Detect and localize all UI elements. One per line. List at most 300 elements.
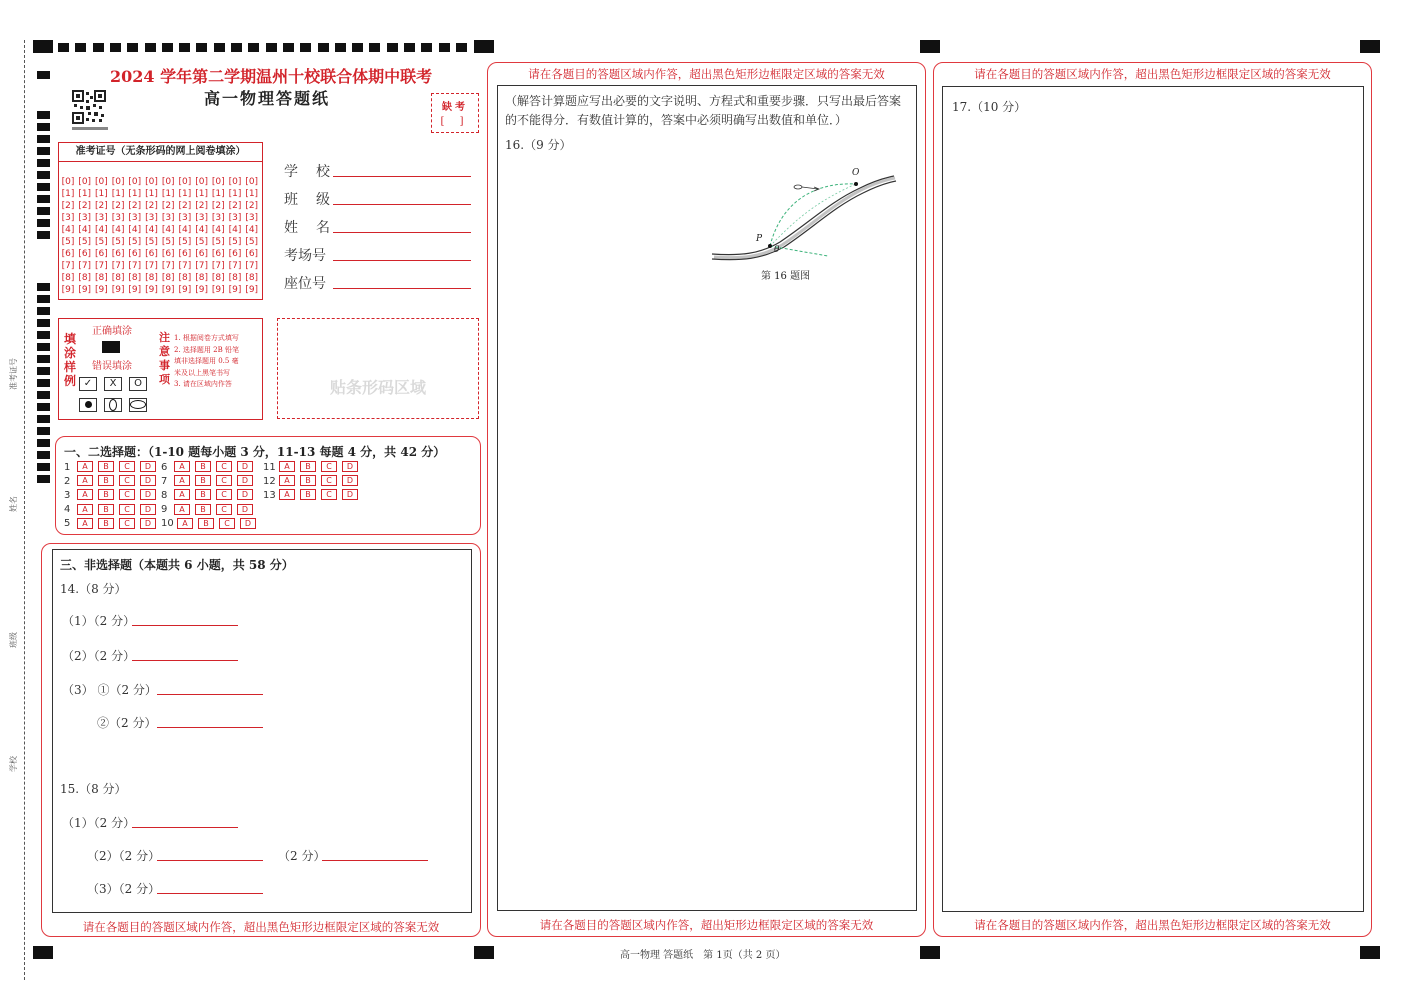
q15-part2-input[interactable] bbox=[157, 860, 263, 861]
timing-mark bbox=[37, 463, 50, 471]
mc-option-bubble[interactable]: D bbox=[237, 461, 253, 472]
notice-bottom-col1: 请在各题目的答题区域内作答，超出黑色矩形边框限定区域的答案无效 bbox=[82, 920, 440, 934]
admission-digit-bubble[interactable]: [9] bbox=[145, 285, 158, 295]
admission-digit-bubble[interactable]: [2] bbox=[245, 201, 259, 211]
admission-digit-bubble[interactable]: [5] bbox=[61, 237, 75, 247]
binding-line bbox=[24, 40, 25, 980]
timing-mark bbox=[37, 343, 50, 351]
admission-digit-column[interactable] bbox=[93, 176, 109, 296]
wrong-mark-x: X bbox=[104, 377, 122, 391]
q14-part1-input[interactable] bbox=[132, 625, 238, 626]
correct-fill-label: 正确填涂 bbox=[92, 326, 132, 337]
admission-digit-bubble[interactable]: [6] bbox=[245, 249, 259, 259]
admission-digit-bubble[interactable]: [5] bbox=[145, 237, 158, 247]
admission-digit-column[interactable] bbox=[177, 176, 193, 296]
admission-digit-bubble[interactable]: [0] bbox=[161, 177, 175, 187]
notes-label: 注意事项 bbox=[159, 331, 170, 386]
mc-question-row bbox=[64, 475, 161, 487]
admission-digit-bubble[interactable]: [8] bbox=[228, 273, 242, 283]
admission-digit-bubble[interactable]: [9] bbox=[111, 285, 125, 295]
timing-mark bbox=[266, 43, 277, 52]
admission-digit-bubble[interactable]: [9] bbox=[178, 285, 192, 295]
timing-mark bbox=[37, 379, 50, 387]
admission-digit-bubble[interactable]: [1] bbox=[128, 189, 142, 199]
mc-option-bubble[interactable]: A bbox=[174, 504, 190, 515]
admission-digit-bubble[interactable]: [9] bbox=[78, 285, 92, 295]
timing-mark bbox=[37, 71, 50, 79]
registration-mark bbox=[474, 946, 494, 959]
admission-digit-column[interactable] bbox=[210, 176, 226, 296]
admission-digit-bubble[interactable]: [3] bbox=[245, 213, 259, 223]
admission-digit-bubble[interactable]: [3] bbox=[61, 213, 75, 223]
admission-digit-bubble[interactable]: [3] bbox=[228, 213, 242, 223]
mc-option-bubble[interactable]: D bbox=[342, 461, 358, 472]
q14-part3a-input[interactable] bbox=[157, 694, 263, 695]
admission-digit-bubble[interactable]: [3] bbox=[178, 213, 192, 223]
section3-title: 三、非选择题（本题共 6 小题，共 58 分） bbox=[60, 558, 294, 572]
fig-label-p: P bbox=[756, 234, 763, 244]
admission-digit-bubble[interactable]: [8] bbox=[128, 273, 142, 283]
mc-question-row bbox=[161, 518, 261, 530]
wrong-mark-circle: O bbox=[129, 377, 147, 391]
timing-mark bbox=[93, 43, 104, 52]
mc-option-bubble[interactable]: A bbox=[174, 489, 190, 500]
admission-digit-bubble[interactable]: [4] bbox=[111, 225, 125, 235]
mc-question-row bbox=[161, 489, 258, 501]
mc-option-bubble[interactable]: C bbox=[216, 489, 232, 500]
timing-mark bbox=[37, 111, 50, 119]
admission-digit-bubble[interactable]: [5] bbox=[245, 237, 259, 247]
timing-mark bbox=[37, 147, 50, 155]
wrong-mark-ellipse-icon bbox=[129, 398, 147, 412]
admission-digit-bubble[interactable]: [3] bbox=[78, 213, 92, 223]
timing-mark bbox=[37, 427, 50, 435]
admission-digit-bubble[interactable]: [0] bbox=[95, 177, 108, 187]
admission-digit-bubble[interactable]: [9] bbox=[161, 285, 175, 295]
timing-mark bbox=[37, 451, 50, 459]
mc-question-number: 5 bbox=[64, 518, 71, 530]
fill-example-side-label: 填涂样例 bbox=[64, 332, 77, 388]
fig-label-theta: θ bbox=[774, 245, 780, 255]
admission-digit-bubble[interactable]: [4] bbox=[145, 225, 158, 235]
admission-digit-bubble[interactable]: [0] bbox=[78, 177, 92, 187]
mc-option-bubble[interactable]: A bbox=[77, 489, 93, 500]
mc-option-bubble[interactable]: D bbox=[342, 475, 358, 486]
mc-option-bubble[interactable]: B bbox=[300, 475, 316, 486]
admission-digit-bubble[interactable]: [1] bbox=[61, 189, 75, 199]
admission-digit-bubble[interactable]: [1] bbox=[95, 189, 108, 199]
mc-option-bubble[interactable]: A bbox=[77, 461, 93, 472]
field-input-school[interactable] bbox=[333, 176, 471, 177]
admission-digit-bubble[interactable]: [8] bbox=[195, 273, 208, 283]
figure-caption: 第 16 题图 bbox=[761, 271, 811, 282]
mc-option-bubble[interactable]: A bbox=[77, 475, 93, 486]
admission-digit-bubble[interactable]: [1] bbox=[245, 189, 259, 199]
mc-option-bubble[interactable]: C bbox=[321, 461, 337, 472]
admission-digit-bubble[interactable]: [7] bbox=[128, 261, 142, 271]
mc-question-row bbox=[263, 489, 363, 501]
admission-digit-bubble[interactable]: [7] bbox=[211, 261, 225, 271]
admission-digit-bubble[interactable]: [5] bbox=[161, 237, 175, 247]
field-label-school: 学 校 bbox=[284, 164, 332, 180]
mc-option-bubble[interactable]: D bbox=[140, 504, 156, 515]
admission-digit-bubble[interactable]: [0] bbox=[245, 177, 259, 187]
q14-title: 14.（8 分） bbox=[60, 582, 127, 596]
admission-digit-bubble[interactable]: [5] bbox=[228, 237, 242, 247]
timing-mark bbox=[37, 475, 50, 483]
admission-digit-bubble[interactable]: [8] bbox=[95, 273, 108, 283]
admission-title: 准考证号（无条形码的网上阅卷填涂） bbox=[59, 143, 262, 162]
mc-option-bubble[interactable]: A bbox=[279, 461, 295, 472]
admission-digit-bubble[interactable]: [4] bbox=[128, 225, 142, 235]
admission-digit-bubble[interactable]: [5] bbox=[195, 237, 208, 247]
mc-question-row bbox=[161, 461, 258, 473]
mc-question-number: 7 bbox=[161, 475, 168, 487]
mc-question-row bbox=[161, 475, 258, 487]
admission-digit-bubble[interactable]: [0] bbox=[111, 177, 125, 187]
mc-question-number: 4 bbox=[64, 504, 71, 516]
admission-digit-bubble[interactable]: [8] bbox=[111, 273, 125, 283]
timing-mark bbox=[37, 207, 50, 215]
correct-fill-mark bbox=[102, 341, 120, 353]
q15-part3-label: （3）（2 分） bbox=[87, 882, 161, 896]
q14-part1-label: （1）（2 分） bbox=[62, 614, 136, 628]
admission-digit-bubble[interactable]: [6] bbox=[78, 249, 92, 259]
registration-mark bbox=[1360, 946, 1380, 959]
admission-digit-bubble[interactable]: [8] bbox=[161, 273, 175, 283]
timing-mark bbox=[37, 439, 50, 447]
admission-digit-bubble[interactable]: [8] bbox=[245, 273, 259, 283]
timing-mark bbox=[37, 355, 50, 363]
admission-digit-bubble[interactable]: [4] bbox=[161, 225, 175, 235]
admission-digit-bubble[interactable]: [4] bbox=[211, 225, 225, 235]
admission-digit-bubble[interactable]: [3] bbox=[95, 213, 108, 223]
page-footer: 高一物理 答题纸 第 1页（共 2 页） bbox=[620, 950, 786, 961]
mc-option-bubble[interactable]: B bbox=[195, 489, 211, 500]
admission-digit-bubble[interactable]: [6] bbox=[195, 249, 208, 259]
admission-digit-bubble[interactable]: [8] bbox=[145, 273, 158, 283]
mc-question-number: 13 bbox=[263, 489, 276, 501]
admission-digit-bubble[interactable]: [6] bbox=[211, 249, 225, 259]
admission-digit-bubble[interactable]: [6] bbox=[128, 249, 142, 259]
field-input-room[interactable] bbox=[333, 260, 471, 261]
admission-digit-bubble[interactable]: [1] bbox=[161, 189, 175, 199]
notice-top-col2: 请在各题目的答题区域内作答，超出黑色矩形边框限定区域的答案无效 bbox=[528, 67, 885, 81]
timing-mark bbox=[404, 43, 415, 52]
wrong-mark-check: ✓ bbox=[79, 377, 97, 391]
timing-mark bbox=[335, 43, 346, 52]
col2-intro: （解答计算题应写出必要的文字说明、方程式和重要步骤．只写出最后答案的不能得分．有数值计算的，答案中必须明确写出数值和单位．） bbox=[505, 94, 902, 127]
admission-digit-bubble[interactable]: [4] bbox=[61, 225, 75, 235]
side-label-admission: 准考证号 bbox=[9, 358, 18, 390]
mc-option-bubble[interactable]: D bbox=[140, 461, 156, 472]
admission-digit-bubble[interactable]: [2] bbox=[178, 201, 192, 211]
timing-mark bbox=[37, 283, 50, 291]
timing-mark bbox=[37, 307, 50, 315]
field-input-class[interactable] bbox=[333, 204, 471, 205]
admission-digit-bubble[interactable]: [6] bbox=[228, 249, 242, 259]
timing-mark bbox=[318, 43, 329, 52]
mc-option-bubble[interactable]: D bbox=[240, 518, 256, 529]
mc-option-bubble[interactable]: B bbox=[98, 461, 114, 472]
q17-title: 17.（10 分） bbox=[952, 100, 1027, 114]
admission-digit-bubble[interactable]: [2] bbox=[145, 201, 158, 211]
admission-digit-bubble[interactable]: [3] bbox=[195, 213, 208, 223]
mc-option-bubble[interactable]: D bbox=[237, 489, 253, 500]
admission-digit-bubble[interactable]: [9] bbox=[245, 285, 259, 295]
admission-digit-bubble[interactable]: [1] bbox=[78, 189, 92, 199]
mc-option-bubble[interactable]: D bbox=[140, 518, 156, 529]
admission-digit-bubble[interactable]: [3] bbox=[111, 213, 125, 223]
absent-box[interactable] bbox=[431, 93, 479, 133]
field-input-seat[interactable] bbox=[333, 288, 471, 289]
timing-mark bbox=[37, 403, 50, 411]
mc-option-bubble[interactable]: B bbox=[300, 489, 316, 500]
admission-digit-bubble[interactable]: [4] bbox=[78, 225, 92, 235]
mc-option-bubble[interactable]: A bbox=[177, 518, 193, 529]
field-label-name: 姓 名 bbox=[284, 220, 332, 236]
mc-question-row bbox=[263, 461, 363, 473]
admission-digit-column[interactable] bbox=[160, 176, 176, 296]
admission-digit-bubble[interactable]: [4] bbox=[95, 225, 108, 235]
admission-digit-bubble[interactable]: [0] bbox=[128, 177, 142, 187]
admission-digit-bubble[interactable]: [8] bbox=[211, 273, 225, 283]
notes-list bbox=[174, 333, 239, 391]
admission-digit-bubble[interactable]: [7] bbox=[195, 261, 208, 271]
q14-part3a-label: （3） ①（2 分） bbox=[62, 683, 157, 697]
mc-question-row bbox=[64, 518, 161, 530]
admission-digit-column[interactable] bbox=[144, 176, 160, 296]
admission-digit-bubble[interactable]: [7] bbox=[228, 261, 242, 271]
admission-digit-bubble[interactable]: [2] bbox=[61, 201, 75, 211]
mc-option-bubble[interactable]: B bbox=[195, 461, 211, 472]
mc-option-bubble[interactable]: A bbox=[174, 461, 190, 472]
admission-digit-bubble[interactable]: [0] bbox=[211, 177, 225, 187]
mc-option-bubble[interactable]: C bbox=[119, 518, 135, 529]
admission-digit-bubble[interactable]: [9] bbox=[195, 285, 208, 295]
admission-digit-bubble[interactable]: [2] bbox=[95, 201, 108, 211]
admission-digit-bubble[interactable]: [0] bbox=[178, 177, 192, 187]
admission-digit-bubble[interactable]: [2] bbox=[78, 201, 92, 211]
q14-part2-input[interactable] bbox=[132, 660, 238, 661]
admission-digit-bubble[interactable]: [6] bbox=[111, 249, 125, 259]
timing-mark bbox=[37, 319, 50, 327]
timing-mark bbox=[196, 43, 207, 52]
timing-mark bbox=[75, 43, 86, 52]
mc-option-bubble[interactable]: D bbox=[342, 489, 358, 500]
mc-option-bubble[interactable]: C bbox=[219, 518, 235, 529]
q15-part1-input[interactable] bbox=[132, 827, 238, 828]
admission-digit-bubble[interactable]: [7] bbox=[161, 261, 175, 271]
admission-digit-bubble[interactable]: [5] bbox=[211, 237, 225, 247]
mc-question-number: 1 bbox=[64, 461, 71, 473]
timing-mark bbox=[37, 135, 50, 143]
admission-digit-bubble[interactable]: [2] bbox=[128, 201, 142, 211]
mc-option-bubble[interactable]: B bbox=[98, 518, 114, 529]
timing-mark bbox=[37, 183, 50, 191]
admission-digit-bubble[interactable]: [2] bbox=[211, 201, 225, 211]
admission-digit-bubble[interactable]: [4] bbox=[178, 225, 192, 235]
wrong-mark-oval-icon bbox=[104, 398, 122, 412]
timing-mark bbox=[283, 43, 294, 52]
mc-option-bubble[interactable]: C bbox=[321, 475, 337, 486]
timing-mark bbox=[456, 43, 467, 52]
admission-digit-bubble[interactable]: [9] bbox=[128, 285, 142, 295]
admission-digit-bubble[interactable]: [3] bbox=[128, 213, 142, 223]
admission-digit-bubble[interactable]: [0] bbox=[228, 177, 242, 187]
admission-digit-column[interactable] bbox=[127, 176, 143, 296]
admission-digit-column[interactable] bbox=[77, 176, 93, 296]
field-label-room: 考场号 bbox=[284, 248, 326, 264]
mc-option-bubble[interactable]: C bbox=[216, 475, 232, 486]
timing-mark bbox=[162, 43, 173, 52]
mc-question-number: 10 bbox=[161, 518, 174, 530]
admission-digit-bubble[interactable]: [1] bbox=[178, 189, 192, 199]
admission-digit-bubble[interactable]: [7] bbox=[61, 261, 75, 271]
q14-part3b-input[interactable] bbox=[157, 727, 263, 728]
admission-digit-bubble[interactable]: [4] bbox=[195, 225, 208, 235]
admission-digit-bubble[interactable]: [1] bbox=[111, 189, 125, 199]
mc-option-bubble[interactable]: A bbox=[77, 504, 93, 515]
admission-digit-bubble[interactable]: [7] bbox=[95, 261, 108, 271]
timing-mark bbox=[37, 367, 50, 375]
admission-digit-bubble[interactable]: [2] bbox=[161, 201, 175, 211]
field-label-seat: 座位号 bbox=[284, 276, 326, 292]
mc-option-bubble[interactable]: C bbox=[321, 489, 337, 500]
mc-option-bubble[interactable]: D bbox=[140, 475, 156, 486]
fig-label-o: O bbox=[852, 168, 860, 178]
admission-digit-bubble[interactable]: [9] bbox=[211, 285, 225, 295]
timing-mark bbox=[37, 415, 50, 423]
admission-digit-bubble[interactable]: [6] bbox=[145, 249, 158, 259]
admission-digit-bubble[interactable]: [0] bbox=[195, 177, 208, 187]
admission-digit-bubble[interactable]: [7] bbox=[245, 261, 259, 271]
timing-mark bbox=[231, 43, 242, 52]
admission-digit-bubble[interactable]: [3] bbox=[161, 213, 175, 223]
mc-option-bubble[interactable]: C bbox=[119, 475, 135, 486]
admission-digit-bubble[interactable]: [3] bbox=[211, 213, 225, 223]
mc-option-bubble[interactable]: B bbox=[198, 518, 214, 529]
admission-digit-bubble[interactable]: [0] bbox=[145, 177, 158, 187]
mc-option-bubble[interactable]: A bbox=[174, 475, 190, 486]
mc-question-row bbox=[64, 504, 161, 516]
admission-digit-bubble[interactable]: [2] bbox=[228, 201, 242, 211]
admission-digit-bubble[interactable]: [5] bbox=[111, 237, 125, 247]
notice-bottom-col3: 请在各题目的答题区域内作答，超出黑色矩形边框限定区域的答案无效 bbox=[974, 918, 1331, 932]
admission-digit-bubble[interactable]: [1] bbox=[228, 189, 242, 199]
q15-part3-input[interactable] bbox=[157, 893, 263, 894]
mc-option-bubble[interactable]: C bbox=[119, 504, 135, 515]
admission-digit-bubble[interactable]: [9] bbox=[228, 285, 242, 295]
timing-mark bbox=[37, 295, 50, 303]
q15-title: 15.（8 分） bbox=[60, 782, 127, 796]
timing-mark bbox=[145, 43, 156, 52]
absent-bracket: [ ] bbox=[440, 116, 470, 127]
registration-mark bbox=[1360, 40, 1380, 53]
timing-mark bbox=[37, 171, 50, 179]
admission-digit-bubble[interactable]: [7] bbox=[178, 261, 192, 271]
admission-digit-bubble[interactable]: [7] bbox=[145, 261, 158, 271]
admission-digit-bubble[interactable]: [6] bbox=[161, 249, 175, 259]
admission-digit-bubble[interactable]: [7] bbox=[111, 261, 125, 271]
timing-mark bbox=[37, 195, 50, 203]
mc-option-bubble[interactable]: A bbox=[77, 518, 93, 529]
admission-digit-column[interactable] bbox=[110, 176, 126, 296]
admission-digit-bubble[interactable]: [8] bbox=[78, 273, 92, 283]
field-input-name[interactable] bbox=[333, 232, 471, 233]
q15-part2-label: （2）（2 分） bbox=[87, 849, 161, 863]
mc-option-bubble[interactable]: B bbox=[195, 504, 211, 515]
note-2: 2. 选择题用 2B 铅笔 bbox=[174, 345, 239, 354]
mc-option-bubble[interactable]: B bbox=[195, 475, 211, 486]
mc-option-bubble[interactable]: C bbox=[216, 504, 232, 515]
timing-mark bbox=[37, 391, 50, 399]
mc-option-bubble[interactable]: C bbox=[216, 461, 232, 472]
mc-question-row bbox=[161, 504, 258, 516]
barcode-area[interactable] bbox=[277, 318, 479, 419]
mc-option-bubble[interactable]: A bbox=[279, 489, 295, 500]
admission-digit-bubble[interactable]: [5] bbox=[95, 237, 108, 247]
admission-digit-bubble[interactable]: [3] bbox=[145, 213, 158, 223]
mc-question-number: 9 bbox=[161, 504, 168, 516]
admission-digit-bubble[interactable]: [1] bbox=[145, 189, 158, 199]
admission-digit-bubble[interactable]: [6] bbox=[95, 249, 108, 259]
admission-digit-column[interactable] bbox=[60, 176, 76, 296]
timing-mark bbox=[37, 331, 50, 339]
admission-digit-bubble[interactable]: [1] bbox=[195, 189, 208, 199]
admission-digit-column[interactable] bbox=[244, 176, 260, 296]
admission-digit-column[interactable] bbox=[194, 176, 210, 296]
admission-digit-bubble[interactable]: [6] bbox=[61, 249, 75, 259]
mc-option-bubble[interactable]: A bbox=[279, 475, 295, 486]
mc-option-bubble[interactable]: B bbox=[98, 489, 114, 500]
registration-mark bbox=[920, 40, 940, 53]
admission-digit-column[interactable] bbox=[227, 176, 243, 296]
admission-digit-bubble[interactable]: [7] bbox=[78, 261, 92, 271]
admission-digit-bubble[interactable]: [4] bbox=[245, 225, 259, 235]
admission-digit-bubble[interactable]: [5] bbox=[178, 237, 192, 247]
timing-mark bbox=[300, 43, 311, 52]
timing-mark bbox=[37, 123, 50, 131]
admission-digit-bubble[interactable]: [0] bbox=[61, 177, 75, 187]
side-label-name: 姓名 bbox=[9, 496, 18, 512]
admission-digit-bubble[interactable]: [5] bbox=[78, 237, 92, 247]
mc-option-bubble[interactable]: B bbox=[300, 461, 316, 472]
admission-digit-bubble[interactable]: [9] bbox=[61, 285, 75, 295]
admission-digit-bubble[interactable]: [8] bbox=[61, 273, 75, 283]
section1-title: 一、二选择题：（1-10 题每小题 3 分，11-13 每题 4 分，共 42 分） bbox=[64, 445, 446, 459]
admission-digit-bubble[interactable]: [5] bbox=[128, 237, 142, 247]
admission-digit-bubble[interactable]: [8] bbox=[178, 273, 192, 283]
mc-option-bubble[interactable]: D bbox=[237, 504, 253, 515]
registration-mark bbox=[474, 40, 494, 53]
q15-part2b-label: （2 分） bbox=[278, 849, 326, 863]
admission-digit-bubble[interactable]: [2] bbox=[195, 201, 208, 211]
mc-option-bubble[interactable]: B bbox=[98, 504, 114, 515]
admission-digit-bubble[interactable]: [6] bbox=[178, 249, 192, 259]
mc-option-bubble[interactable]: D bbox=[237, 475, 253, 486]
mc-option-bubble[interactable]: B bbox=[98, 475, 114, 486]
mc-option-bubble[interactable]: D bbox=[140, 489, 156, 500]
mc-option-bubble[interactable]: C bbox=[119, 489, 135, 500]
admission-digit-bubble[interactable]: [2] bbox=[111, 201, 125, 211]
admission-digit-bubble[interactable]: [1] bbox=[211, 189, 225, 199]
admission-digit-bubble[interactable]: [4] bbox=[228, 225, 242, 235]
timing-mark bbox=[421, 43, 432, 52]
q15-part2b-input[interactable] bbox=[322, 860, 428, 861]
mc-option-bubble[interactable]: C bbox=[119, 461, 135, 472]
admission-digit-bubble[interactable]: [9] bbox=[95, 285, 108, 295]
